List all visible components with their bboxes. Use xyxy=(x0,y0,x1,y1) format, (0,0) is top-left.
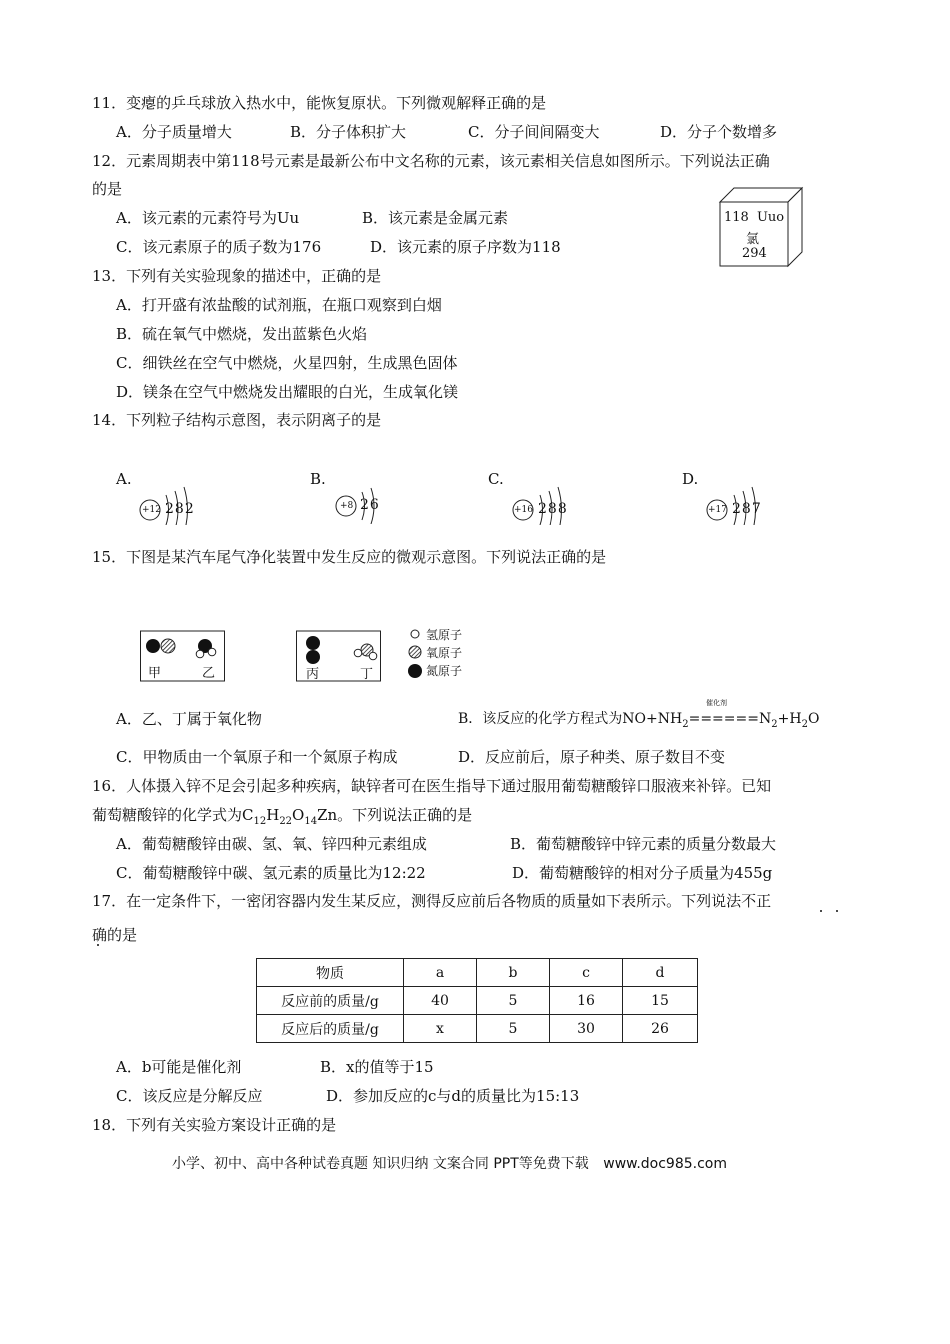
label-jia: 甲 xyxy=(148,666,162,681)
element-mass: 294 xyxy=(742,246,767,261)
q15-option-b: B．该反应的化学方程式为$NO+NH_2======N_2+H_2O$ xyxy=(458,711,820,730)
atom-option-d-nucleus: +17 xyxy=(708,505,727,515)
nitrogen-atom-icon xyxy=(146,639,160,653)
q15-option-a: A．乙、丁属于氧化物 xyxy=(116,710,262,728)
q11-option-a: A．分子质量增大 xyxy=(116,123,232,141)
table-cell: 5 xyxy=(477,1015,550,1043)
q12-option-d: D．该元素的原子序数为118 xyxy=(370,238,561,256)
q13-option-c: C．细铁丝在空气中燃烧，火星四射，生成黑色固体 xyxy=(116,354,458,372)
atom-option-a-label: A. xyxy=(116,470,132,488)
q16-option-b: B．葡萄糖酸锌中锌元素的质量分数最大 xyxy=(510,835,777,853)
emphasis-dot xyxy=(836,910,838,912)
q17-stem-line2: 确的是 xyxy=(92,926,138,944)
catalyst-label: 催化剂 xyxy=(706,699,727,707)
label-bing: 丙 xyxy=(306,667,320,682)
q11-option-d: D．分子个数增多 xyxy=(660,123,778,141)
legend-nitrogen-label: 氮原子 xyxy=(426,664,463,678)
legend-oxygen-icon xyxy=(409,646,421,658)
table-header-cell: 物质 xyxy=(257,959,404,987)
atom-option-a-electrons: 282 xyxy=(165,501,195,517)
q16-stem-line2: 葡萄糖酸锌的化学式为$C_{12}H_{22}O_{14}Zn$。下列说法正确的是 xyxy=(92,806,473,827)
q11-option-b: B．分子体积扩大 xyxy=(290,123,407,141)
q15-option-d: D．反应前后，原子种类、原子数目不变 xyxy=(458,748,726,766)
hydrogen-atom-icon xyxy=(196,650,204,658)
q12-stem-line1: 12．元素周期表中第118号元素是最新公布中文名称的元素，该元素相关信息如图所示。下列说法正确 xyxy=(92,152,770,170)
table-cell: 26 xyxy=(623,1015,698,1043)
q17-option-d: D．参加反应的c与d的质量比为15:13 xyxy=(326,1087,580,1105)
mass-table xyxy=(256,958,698,1043)
q12-stem-line2: 的是 xyxy=(92,180,123,198)
table-cell: 反应后的质量/g xyxy=(257,1015,404,1043)
table-cell: x xyxy=(404,1015,477,1043)
element-name: 氯 xyxy=(746,232,760,247)
table-cell: 反应前的质量/g xyxy=(257,987,404,1015)
nitrogen-atom-icon xyxy=(306,636,320,650)
q13-option-d: D．镁条在空气中燃烧发出耀眼的白光，生成氧化镁 xyxy=(116,383,459,401)
emphasis-dot xyxy=(820,910,822,912)
oxygen-atom-icon xyxy=(161,639,175,653)
q16-option-d: D．葡萄糖酸锌的相对分子质量为455g xyxy=(512,864,773,882)
emphasis-dot xyxy=(97,944,99,946)
atom-option-b-electrons: 26 xyxy=(360,497,380,513)
legend-nitrogen-icon xyxy=(408,664,422,678)
q13-stem: 13．下列有关实验现象的描述中，正确的是 xyxy=(92,267,382,285)
q17-option-a: A．b可能是催化剂 xyxy=(116,1058,242,1076)
q12-option-a: A．该元素的元素符号为Uu xyxy=(116,209,300,227)
q14-stem: 14．下列粒子结构示意图，表示阴离子的是 xyxy=(92,411,382,429)
q11-option-c: C．分子间间隔变大 xyxy=(468,123,600,141)
atom-option-c-nucleus: +16 xyxy=(514,505,533,515)
atom-option-d-electrons: 287 xyxy=(732,501,762,517)
q16-stem-line1: 16．人体摄入锌不足会引起多种疾病，缺锌者可在医生指导下通过服用葡萄糖酸锌口服液来补锌。已知 xyxy=(92,777,772,795)
hydrogen-atom-icon xyxy=(208,648,216,656)
q12-option-c: C．该元素原子的质子数为176 xyxy=(116,238,322,256)
table-header-row xyxy=(257,959,698,987)
nitrogen-atom-icon xyxy=(306,650,320,664)
atom-option-c-label: C. xyxy=(488,470,504,488)
footer-url[interactable]: www.doc985.com xyxy=(603,1156,727,1172)
table-header-cell: c xyxy=(550,959,623,987)
footer xyxy=(172,1153,727,1173)
label-ding: 丁 xyxy=(360,667,374,682)
q17-option-c: C．该反应是分解反应 xyxy=(116,1087,263,1105)
atom-option-b-label: B. xyxy=(310,470,326,488)
q16-option-c: C．葡萄糖酸锌中碳、氢元素的质量比为12:22 xyxy=(116,864,426,882)
q12-option-b: B．该元素是金属元素 xyxy=(362,209,509,227)
legend-oxygen-label: 氧原子 xyxy=(426,646,463,660)
table-header-cell: d xyxy=(623,959,698,987)
atom-option-a-nucleus: +12 xyxy=(142,505,161,515)
table-cell: 16 xyxy=(550,987,623,1015)
q17-stem-line1: 17．在一定条件下，一密闭容器内发生某反应，测得反应前后各物质的质量如下表所示。下列说法不正 xyxy=(92,892,772,910)
q13-option-b: B．硫在氧气中燃烧，发出蓝紫色火焰 xyxy=(116,325,368,343)
q11-stem: 11．变瘪的乒乓球放入热水中，能恢复原状。下列微观解释正确的是 xyxy=(92,94,547,112)
atom-option-c-electrons: 288 xyxy=(538,501,568,517)
legend-hydrogen-icon xyxy=(411,630,419,638)
label-yi: 乙 xyxy=(202,666,216,681)
legend-hydrogen-label: 氢原子 xyxy=(426,628,463,642)
q15-option-c: C．甲物质由一个氧原子和一个氮原子构成 xyxy=(116,748,398,766)
table-header-cell: a xyxy=(404,959,477,987)
atom-option-d-label: D. xyxy=(682,470,699,488)
table-header-cell: b xyxy=(477,959,550,987)
q16-option-a: A．葡萄糖酸锌由碳、氢、氧、锌四种元素组成 xyxy=(116,835,427,853)
table-row xyxy=(257,987,698,1015)
table-cell: 30 xyxy=(550,1015,623,1043)
q15-stem: 15．下图是某汽车尾气净化装置中发生反应的微观示意图。下列说法正确的是 xyxy=(92,548,607,566)
table-cell: 40 xyxy=(404,987,477,1015)
table-row xyxy=(257,1015,698,1043)
element-symbol: Uuo xyxy=(756,210,785,225)
reaction-diagram xyxy=(140,626,470,686)
q13-option-a: A．打开盛有浓盐酸的试剂瓶，在瓶口观察到白烟 xyxy=(116,296,442,314)
element-number: 118 xyxy=(724,210,749,225)
table-cell: 15 xyxy=(623,987,698,1015)
footer-text: 小学、初中、高中各种试卷真题 知识归纳 文案合同 PPT等免费下载 xyxy=(172,1156,589,1172)
element-card xyxy=(718,186,804,268)
hydrogen-atom-icon xyxy=(354,649,362,657)
atom-option-b-nucleus: +8 xyxy=(340,501,354,511)
hydrogen-atom-icon xyxy=(369,652,377,660)
q17-option-b: B．x的值等于15 xyxy=(320,1058,434,1076)
q18-stem: 18．下列有关实验方案设计正确的是 xyxy=(92,1116,337,1134)
table-cell: 5 xyxy=(477,987,550,1015)
